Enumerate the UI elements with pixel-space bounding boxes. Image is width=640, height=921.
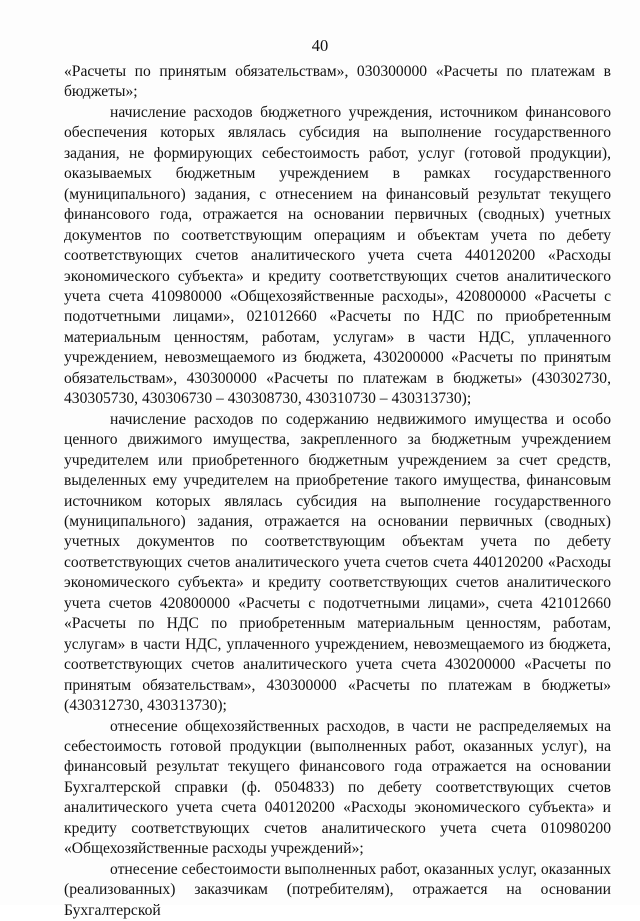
paragraph-overhead-allocation: отнесение общехозяйственных расходов, в части не распределяемых на себестоимость готовой продукции (выполненных работ, оказанных услуг), на финансовый результат текущего финансового года отражается на основании Бухгалтерской справки (ф. 0504833) по дебету соответствующих счетов аналитического учета счета 040120200 «Расходы экономического субъекта» и кредиту соответствующих счетов аналитического учета счета 010980200 «Общехозяйственные расходы учреждений»; (64, 717, 611, 858)
paragraph-cost-of-services: отнесение себестоимости выполненных работ, оказанных услуг, оказанных (реализованных) заказчикам (потребителям), отражается на основании Бухгалтерской (64, 860, 611, 919)
page-number: 40 (311, 36, 329, 55)
paragraph-property-maintenance: начисление расходов по содержанию недвижимого имущества и особо ценного движимого имущества, закрепленного за бюджетным учреждением учредителем или приобретенного бюджетным учреждением за счет средств, выделенных ему учредителем на приобретение такого имущества, финансовым источником которых являлась субсидия на выполнение государственного (муниципального) задания, отражается на основании первичных (сводных) учетных документов по соответствующим объектам учета по дебету соответствующих счетов аналитического учета счетов счета 440120200 «Расходы экономического субъекта» и кредиту соответствующих счетов аналитического учета счетов 420800000 «Расчеты с подотчетными лицами», счета 421012660 «Расчеты по НДС по приобретенным материальным ценностям, работам, услугам» в части НДС, уплаченного учреждением, невозмещаемого из бюджета, соответствующих счетов аналитического учета счета 430200000 «Расчеты по принятым обязательствам», 430300000 «Расчеты по платежам в бюджеты» (430312730, 430313730); (64, 410, 611, 715)
paragraph-subsidy-expenses: начисление расходов бюджетного учреждения, источником финансового обеспечения которых являлась субсидия на выполнение государственного задания, не формирующих себестоимость работ, услуг (готовой продукции), оказываемых бюджетным учреждением в рамках государственного (муниципального) задания, с отнесением на финансовый результат текущего финансового года, отражается на основании первичных (сводных) учетных документов по соответствующим операциям и объектам учета по дебету соответствующих счетов аналитического учета счета 440120200 «Расходы экономического субъекта» и кредиту соответствующих счетов аналитического учета счета 410980000 «Общехозяйственные расходы», 420800000 «Расчеты с подотчетными лицами», 021012660 «Расчеты по НДС по приобретенным материальным ценностям, работам, услугам» в части НДС, уплаченного учреждением, невозмещаемого из бюджета, 430200000 «Расчеты по принятым обязательствам», 430300000 «Расчеты по платежам в бюджеты» (430302730, 430305730, 430306730 – 430308730, 430310730 – 430313730); (64, 103, 611, 408)
paragraph-continuation: «Расчеты по принятым обязательствам», 030300000 «Расчеты по платежам в бюджеты»; (64, 63, 611, 101)
document-body (64, 62, 611, 921)
